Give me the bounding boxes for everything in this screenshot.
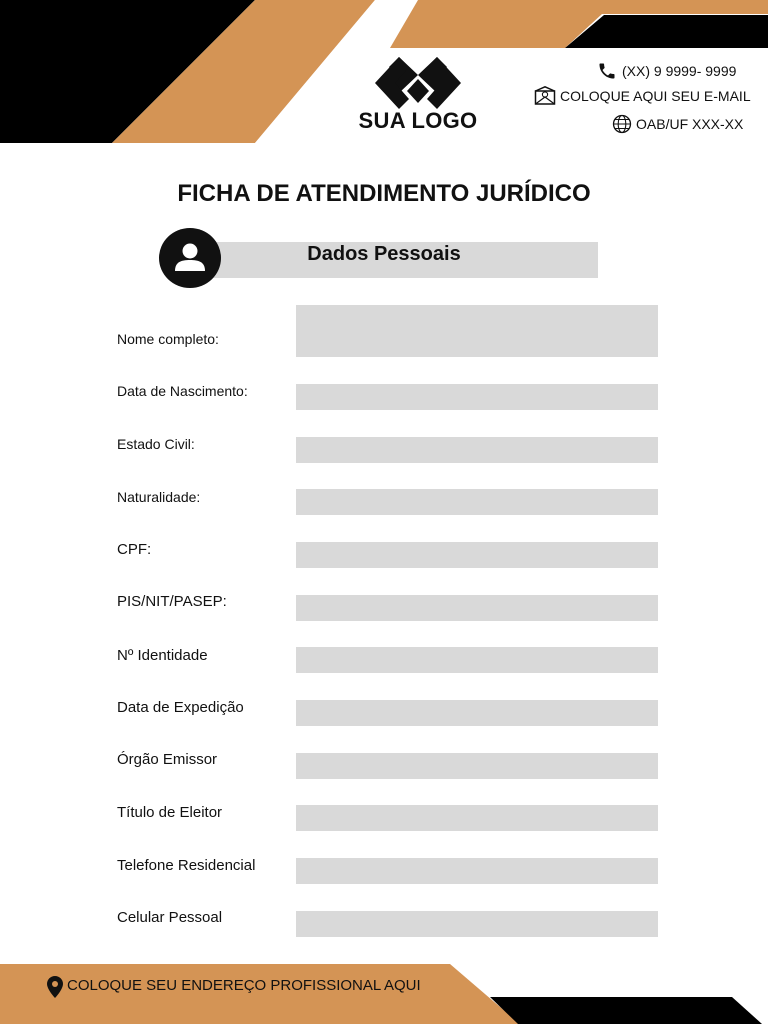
data-nascimento-input[interactable] [296,384,658,410]
phone-icon [596,61,618,81]
orgao-emissor-input[interactable] [296,753,658,779]
field-label-data-nascimento: Data de Nascimento: [117,383,248,399]
field-label-telefone-residencial: Telefone Residencial [117,857,256,874]
contact-email [534,86,751,106]
email-address: COLOQUE AQUI SEU E-MAIL [560,88,751,104]
registration-number: OAB/UF XXX-XX [636,116,744,132]
field-label-pis-nit-pasep: PIS/NIT/PASEP: [117,593,227,610]
footer-address: COLOQUE SEU ENDEREÇO PROFISSIONAL AQUI [67,977,421,994]
section-title: Dados Pessoais [307,243,461,265]
estado-civil-input[interactable] [296,437,658,463]
field-label-estado-civil: Estado Civil: [117,436,195,452]
globe-icon [612,114,632,134]
field-label-cpf: CPF: [117,541,152,558]
contact-phone [596,61,736,81]
bottom-right-black-shape [490,997,762,1024]
phone-number: (XX) 9 9999- 9999 [622,63,737,79]
pis-nit-pasep-input[interactable] [296,595,658,621]
field-label-naturalidade: Naturalidade: [117,489,201,505]
contact-registration [612,114,743,134]
celular-pessoal-input[interactable] [296,911,658,937]
section-avatar [159,228,221,288]
nome-completo-input[interactable] [296,305,658,357]
data-expedicao-input[interactable] [296,700,658,726]
document-title: FICHA DE ATENDIMENTO JURÍDICO [177,180,591,207]
field-label-nome-completo: Nome completo: [117,331,219,347]
titulo-eleitor-input[interactable] [296,805,658,831]
telefone-residencial-input[interactable] [296,858,658,884]
bottom-accent-shape [0,964,520,1024]
user-icon [159,228,221,288]
field-label-titulo-eleitor: Título de Eleitor [117,804,223,821]
field-label-celular-pessoal: Celular Pessoal [117,909,223,926]
field-label-data-expedicao: Data de Expedição [117,699,244,716]
naturalidade-input[interactable] [296,489,658,515]
cpf-input[interactable] [296,542,658,568]
logo-mark-icon [375,57,461,109]
logo-text: SUA LOGO [358,108,478,133]
map-pin-icon [47,976,63,998]
field-label-orgao-emissor: Órgão Emissor [117,751,218,768]
field-label-identidade: Nº Identidade [117,647,208,664]
envelope-icon [534,86,556,106]
identidade-input[interactable] [296,647,658,673]
